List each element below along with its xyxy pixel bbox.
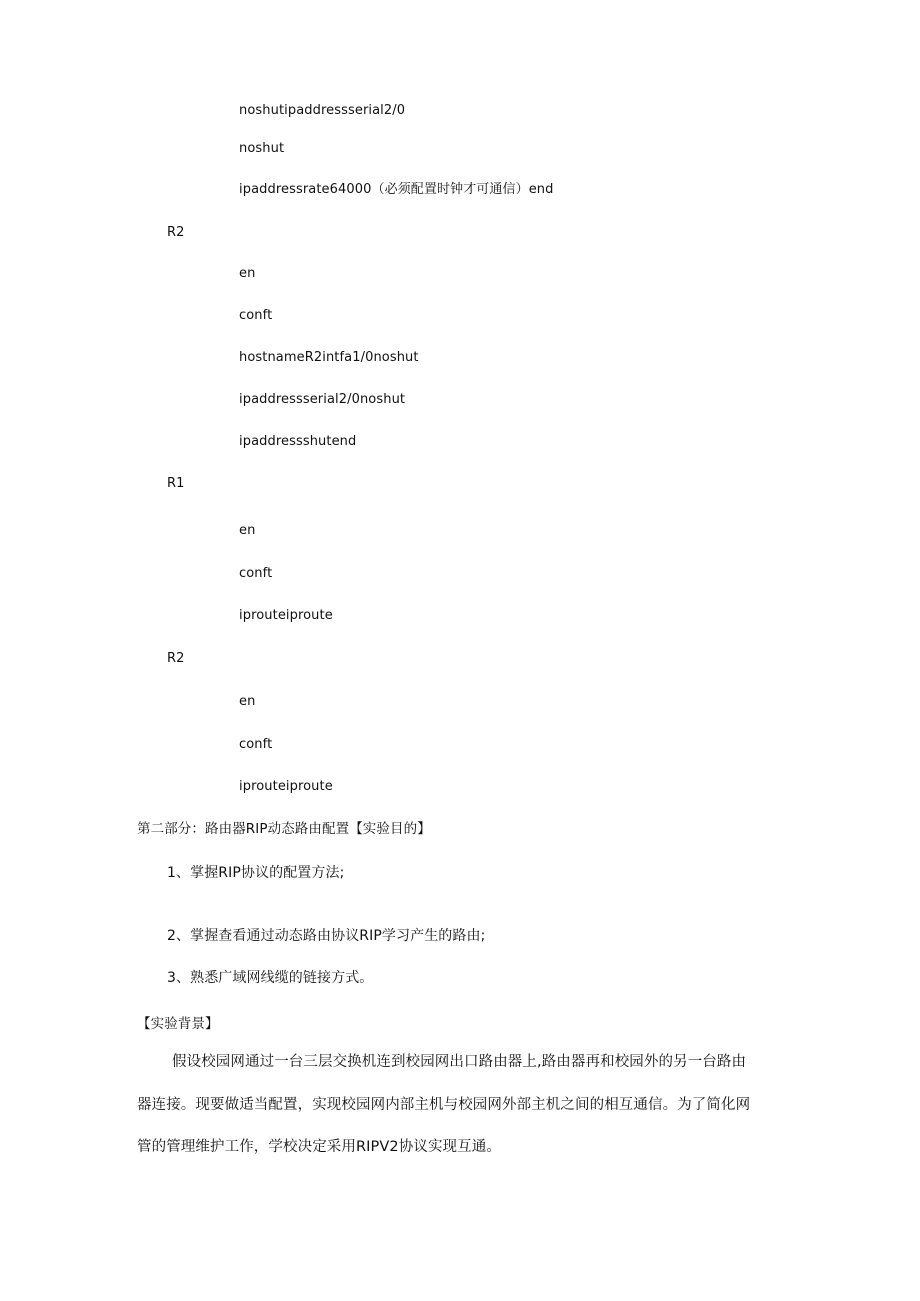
config-line: en: [239, 523, 256, 538]
config-line: ipaddressrate64000（必须配置时钟才可通信）end: [239, 182, 554, 197]
config-line: conft: [239, 566, 273, 581]
paragraph-line: 器连接。现要做适当配置，实现校园网内部主机与校园网外部主机之间的相互通信。为了简化网: [137, 1097, 751, 1113]
config-line: conft: [239, 737, 273, 752]
objective-item: 1、掌握RIP协议的配置方法;: [167, 865, 345, 881]
config-line: iprouteiproute: [239, 608, 333, 623]
paragraph-line: 假设校园网通过一台三层交换机连到校园网出口路由器上,路由器再和校园外的另一台路由: [172, 1054, 747, 1070]
config-line: iprouteiproute: [239, 779, 333, 794]
objective-item: 2、掌握查看通过动态路由协议RIP学习产生的路由;: [167, 928, 486, 944]
paragraph-line: 管的管理维护工作，学校决定采用RIPV2协议实现互通。: [137, 1139, 501, 1155]
router-label-r2: R2: [167, 651, 185, 666]
router-label-r1: R1: [167, 476, 185, 491]
config-line: en: [239, 266, 256, 281]
config-line: ipaddressshutend: [239, 434, 357, 449]
config-line: noshutipaddressserial2/0: [239, 103, 406, 118]
config-line: noshut: [239, 141, 285, 156]
section-heading: 第二部分：路由器RIP动态路由配置【实验目的】: [137, 821, 431, 837]
config-line: conft: [239, 308, 273, 323]
objective-item: 3、熟悉广域网线缆的链接方式。: [167, 970, 374, 986]
config-line: ipaddressserial2/0noshut: [239, 392, 406, 407]
config-line: hostnameR2intfa1/0noshut: [239, 350, 419, 365]
background-heading: 【实验背景】: [137, 1016, 219, 1032]
router-label-r2: R2: [167, 225, 185, 240]
config-line: en: [239, 694, 256, 709]
